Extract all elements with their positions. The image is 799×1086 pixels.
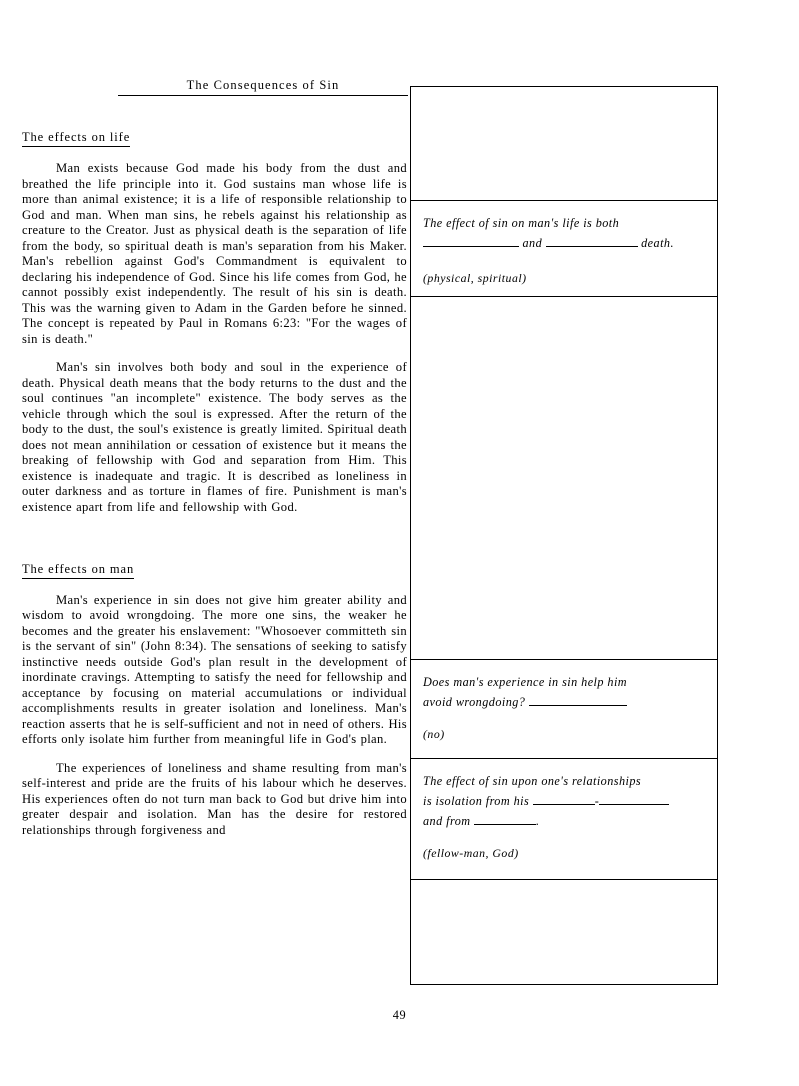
question-text [423,672,705,712]
margin-box-question-2 [410,660,718,759]
paragraph: Man exists because God made his body from the dust and breathed the life principle into it. God sustains man whose life is more than animal existence; it is a life of responsible relationship to God and man. When man sins, he rebels against his relationship as creature to the Creator. Just as physical death is the separation of life from the body, so spiritual death is man's separation from his Maker. Man's rebellion against God's Commandment is equivalent to declaring his independence of God. Since his life comes from God, he cannot possibly exist independently. The result of his sin is death. This was the warning given to Adam in the Garden before he sinned. The concept is repeated by Paul in Romans 6:23: "For the wages of sin is death." [22,161,407,347]
question-text: The effect of sin upon one's relationships is isolation from his - and from . [423,771,705,831]
margin-box-question-1 [410,201,718,297]
section-2-heading-wrap [22,560,407,579]
question-line-1: Does man's experience in sin help him [423,675,628,689]
question-line-1: The effect of sin on man's life is both [423,216,620,230]
answer-blank[interactable] [599,792,669,805]
main-text-column [22,78,407,838]
section-heading-effects-on-man: The effects on man [22,562,134,579]
paragraph: Man's sin involves both body and soul in the experience of death. Physical death means that the body returns to the dust and the soul continues "an incomplete" existence. The body serves as the vehicle through which the soul is expressed. After the return of the body to the dust, the soul's existence is greatly limited. Spiritual death does not mean annihilation or cessation of existence but it means the breaking of fellowship with God and separation from Him. This existence is inadequate and tragic. It is described as loneliness in outer darkness and as torture in flames of fire. Punishment is man's existence apart from life and fellowship with God. [22,360,407,514]
margin-box-blank [410,880,718,985]
question-line-2: is isolation from his [423,794,530,808]
answer-blank[interactable] [533,792,595,805]
section-2-body [22,593,407,839]
question-line-3: and from [423,814,471,828]
section-1-body [22,161,407,516]
answer-blank[interactable] [546,234,638,247]
answer-blank[interactable] [423,234,519,247]
margin-box-blank [410,297,718,660]
question-line-2-end: death. [641,236,674,250]
question-connector: and [522,236,543,250]
page-title: The Consequences of Sin [118,78,408,96]
answer-key: (fellow-man, God) [423,846,519,860]
paragraph: Man's experience in sin does not give him greater ability and wisdom to avoid wrongdoing. The more one sins, the weaker he becomes and the greater his enslavement: "Whosoever committeth sin is the servant of sin" (John 8:34). The sensations of seeking to satisfy instinctive needs outside God's plan result in the development of inordinate cravings. Attempting to satisfy the need for fellowship and acceptance by focusing on material accumulations or individual accomplishments results in greater isolation and loneliness. Man's reaction asserts that he is self-sufficient and not in need of others. His efforts only isolate him further from meaningful life in God's plan. [22,592,407,747]
margin-question-column [410,86,718,985]
answer-key: (physical, spiritual) [423,271,527,285]
answer-key: (no) [423,727,445,741]
section-1-heading-wrap [22,128,407,147]
question-line-2: avoid wrongdoing? [423,695,526,709]
margin-box-blank [410,86,718,201]
paragraph: The experiences of loneliness and shame resulting from man's self-interest and pride are the fruits of his labour which he deserves. His experiences often do not turn man back to God but drive him into greater despair and isolation. Man has the desire for restored relationships through forgiveness and [22,760,407,837]
section-heading-effects-on-life: The effects on life [22,130,130,147]
margin-box-question-3 [410,759,718,880]
answer-blank[interactable] [474,812,536,825]
page-number: 49 [392,1008,407,1022]
answer-blank[interactable] [529,693,627,706]
question-text [423,213,705,253]
question-line-1: The effect of sin upon one's relationships [423,774,642,788]
